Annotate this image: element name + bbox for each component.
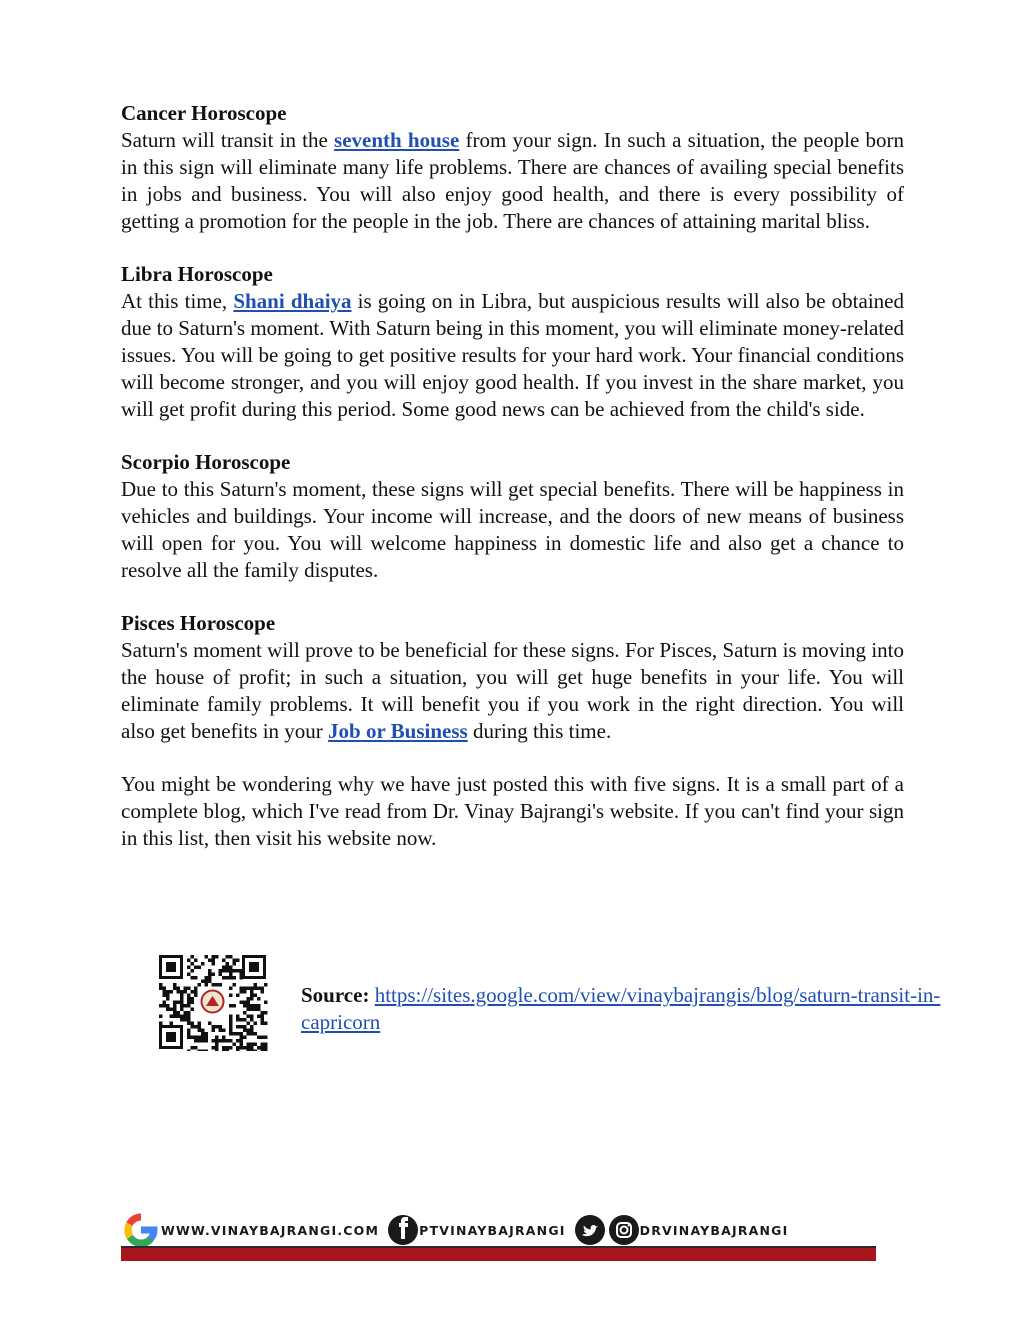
cancer-section <box>121 100 904 235</box>
source-citation <box>301 982 941 1036</box>
paragraph-text: Saturn will transit in the <box>121 128 335 152</box>
paragraph-text: Saturn's moment will prove to be beneficial for these signs. For Pisces, Saturn is moving into the house of profit; in such a situation, you will get huge benefits in your life. You will eliminate family problems. It will benefit you if you work in the right direction. You will also get benefits in your <box>121 638 904 743</box>
libra-section <box>121 261 904 423</box>
paragraph-text: during this time. <box>467 719 612 743</box>
pisces-section <box>121 610 904 745</box>
footer-facebook[interactable] <box>387 1214 566 1246</box>
social-handle-text: DRVINAYBAJRANGI <box>639 1222 789 1238</box>
footer-banner <box>121 1212 876 1262</box>
section-heading: Scorpio Horoscope <box>121 450 291 474</box>
instagram-icon <box>608 1214 640 1246</box>
source-url-link[interactable]: https://sites.google.com/view/vinaybajrangis/blog/saturn-transit-in-capricorn <box>301 983 941 1034</box>
job-or-business-link[interactable]: Job or Business <box>328 719 468 743</box>
section-heading: Cancer Horoscope <box>121 101 287 125</box>
paragraph-text: from your sign. In such a situation, the people born in this sign will eliminate many life problems. There are chances of availing special benefits in jobs and business. You will also enjoy good health, and there is every possibility of getting a promotion for the people in the job. There are chances of attaining marital bliss. <box>121 128 904 233</box>
qr-code-graphic <box>157 953 268 1051</box>
footer-website[interactable] <box>121 1213 379 1247</box>
footer-social[interactable] <box>574 1214 789 1246</box>
google-icon <box>121 1213 161 1247</box>
closing-paragraph: You might be wondering why we have just posted this with five signs. It is a small part of a complete blog, which I've read from Dr. Vinay Bajrangi's website. If you can't find your sign in this list, then visit his website now. <box>121 772 904 850</box>
footer-red-bar <box>121 1248 876 1261</box>
seventh-house-link[interactable]: seventh house <box>334 128 460 152</box>
section-paragraph <box>121 288 904 423</box>
section-paragraph <box>121 127 904 235</box>
shani-dhaiya-link[interactable]: Shani dhaiya <box>233 289 352 313</box>
section-paragraph <box>121 637 904 745</box>
facebook-icon <box>387 1214 419 1246</box>
qr-code <box>157 953 268 1051</box>
facebook-text: PTVINAYBAJRANGI <box>419 1222 566 1238</box>
section-paragraph: Due to this Saturn's moment, these signs will get special benefits. There will be happiness in vehicles and buildings. Your income will increase, and the doors of new means of business will open for you. You will welcome happiness in domestic life and also get a chance to resolve all the family disputes. <box>121 477 904 582</box>
section-heading: Pisces Horoscope <box>121 611 276 635</box>
section-heading: Libra Horoscope <box>121 262 273 286</box>
article-body <box>121 100 904 852</box>
paragraph-text: At this time, <box>121 289 234 313</box>
twitter-icon <box>574 1214 608 1246</box>
paragraph-text: is going on in Libra, but auspicious results will also be obtained due to Saturn's moment. With Saturn being in this moment, you will eliminate money-related issues. You will be going to get positive results for your hard work. Your financial conditions will become stronger, and you will enjoy good health. If you invest in the share market, you will get profit during this period. Some good news can be achieved from the child's side. <box>121 289 904 421</box>
source-label: Source: <box>301 983 370 1007</box>
website-text: WWW.VINAYBAJRANGI.COM <box>161 1222 380 1238</box>
scorpio-section <box>121 449 904 584</box>
